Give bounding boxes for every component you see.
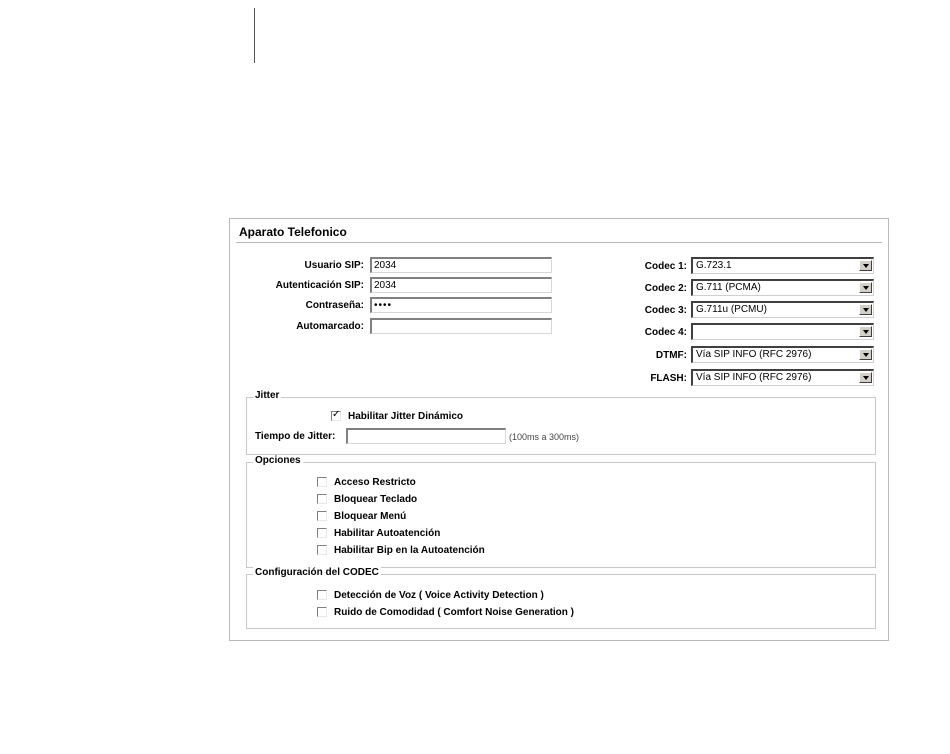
habilitar-autoatencion-label: Habilitar Autoatención xyxy=(334,528,441,539)
usuario-sip-label: Usuario SIP: xyxy=(304,260,364,271)
bloquear-teclado-checkbox[interactable] xyxy=(317,494,327,504)
tiempo-jitter-label: Tiempo de Jitter: xyxy=(255,431,336,442)
codec2-value: G.711 (PCMA) xyxy=(696,282,761,293)
chevron-down-icon[interactable] xyxy=(859,304,872,315)
bloquear-teclado-label: Bloquear Teclado xyxy=(334,494,418,505)
panel-title: Aparato Telefonico xyxy=(239,225,347,239)
codec4-label: Codec 4: xyxy=(644,327,687,338)
usuario-sip-input[interactable]: 2034 xyxy=(370,257,552,273)
flash-label: FLASH: xyxy=(650,373,687,384)
flash-select[interactable] xyxy=(691,369,874,386)
flash-value: Vía SIP INFO (RFC 2976) xyxy=(696,372,812,383)
habilitar-bip-label: Habilitar Bip en la Autoatención xyxy=(334,545,485,556)
automarcado-label: Automarcado: xyxy=(296,321,364,332)
chevron-down-icon[interactable] xyxy=(859,282,872,293)
codec3-value: G.711u (PCMU) xyxy=(696,304,767,315)
autenticacion-sip-label: Autenticación SIP: xyxy=(275,280,364,291)
codec1-select[interactable] xyxy=(691,257,874,274)
habilitar-autoatencion-checkbox[interactable] xyxy=(317,528,327,538)
aparato-telefonico-panel xyxy=(229,218,889,641)
jitter-legend: Jitter xyxy=(255,390,280,401)
jitter-dinamico-checkbox[interactable] xyxy=(331,411,341,421)
bloquear-menu-label: Bloquear Menú xyxy=(334,511,407,522)
dtmf-label: DTMF: xyxy=(655,350,687,361)
opciones-fieldset xyxy=(246,455,876,568)
jitter-dinamico-label: Habilitar Jitter Dinámico xyxy=(348,411,464,422)
opciones-legend: Opciones xyxy=(255,455,301,466)
acceso-restricto-checkbox[interactable] xyxy=(317,477,327,487)
codec-config-fieldset xyxy=(246,567,876,629)
automarcado-input[interactable] xyxy=(370,318,552,334)
codec2-select[interactable] xyxy=(691,279,874,296)
codec2-label: Codec 2: xyxy=(644,283,687,294)
contrasena-label: Contraseña: xyxy=(305,300,364,311)
codec-config-legend: Configuración del CODEC xyxy=(255,567,379,578)
autenticacion-sip-input[interactable]: 2034 xyxy=(370,277,552,293)
chevron-down-icon[interactable] xyxy=(859,349,872,360)
chevron-down-icon[interactable] xyxy=(859,326,872,337)
vad-label: Detección de Voz ( Voice Activity Detection ) xyxy=(334,590,544,601)
dtmf-select[interactable] xyxy=(691,346,874,363)
codec3-label: Codec 3: xyxy=(644,305,687,316)
chevron-down-icon[interactable] xyxy=(859,260,872,271)
codec1-label: Codec 1: xyxy=(644,261,687,272)
habilitar-bip-checkbox[interactable] xyxy=(317,545,327,555)
vad-checkbox[interactable] xyxy=(317,590,327,600)
cng-label: Ruido de Comodidad ( Comfort Noise Generation ) xyxy=(334,607,574,618)
acceso-restricto-label: Acceso Restricto xyxy=(334,477,416,488)
codec4-select[interactable] xyxy=(691,323,874,340)
cng-checkbox[interactable] xyxy=(317,607,327,617)
divider-line xyxy=(254,8,255,63)
tiempo-jitter-hint: (100ms a 300ms) xyxy=(509,432,580,442)
dtmf-value: Vía SIP INFO (RFC 2976) xyxy=(696,349,812,360)
codec1-value: G.723.1 xyxy=(696,260,732,271)
tiempo-jitter-input[interactable] xyxy=(346,428,506,444)
contrasena-input[interactable]: •••• xyxy=(370,297,552,313)
codec3-select[interactable] xyxy=(691,301,874,318)
chevron-down-icon[interactable] xyxy=(859,372,872,383)
title-divider xyxy=(236,242,882,243)
bloquear-menu-checkbox[interactable] xyxy=(317,511,327,521)
jitter-fieldset xyxy=(246,390,876,455)
